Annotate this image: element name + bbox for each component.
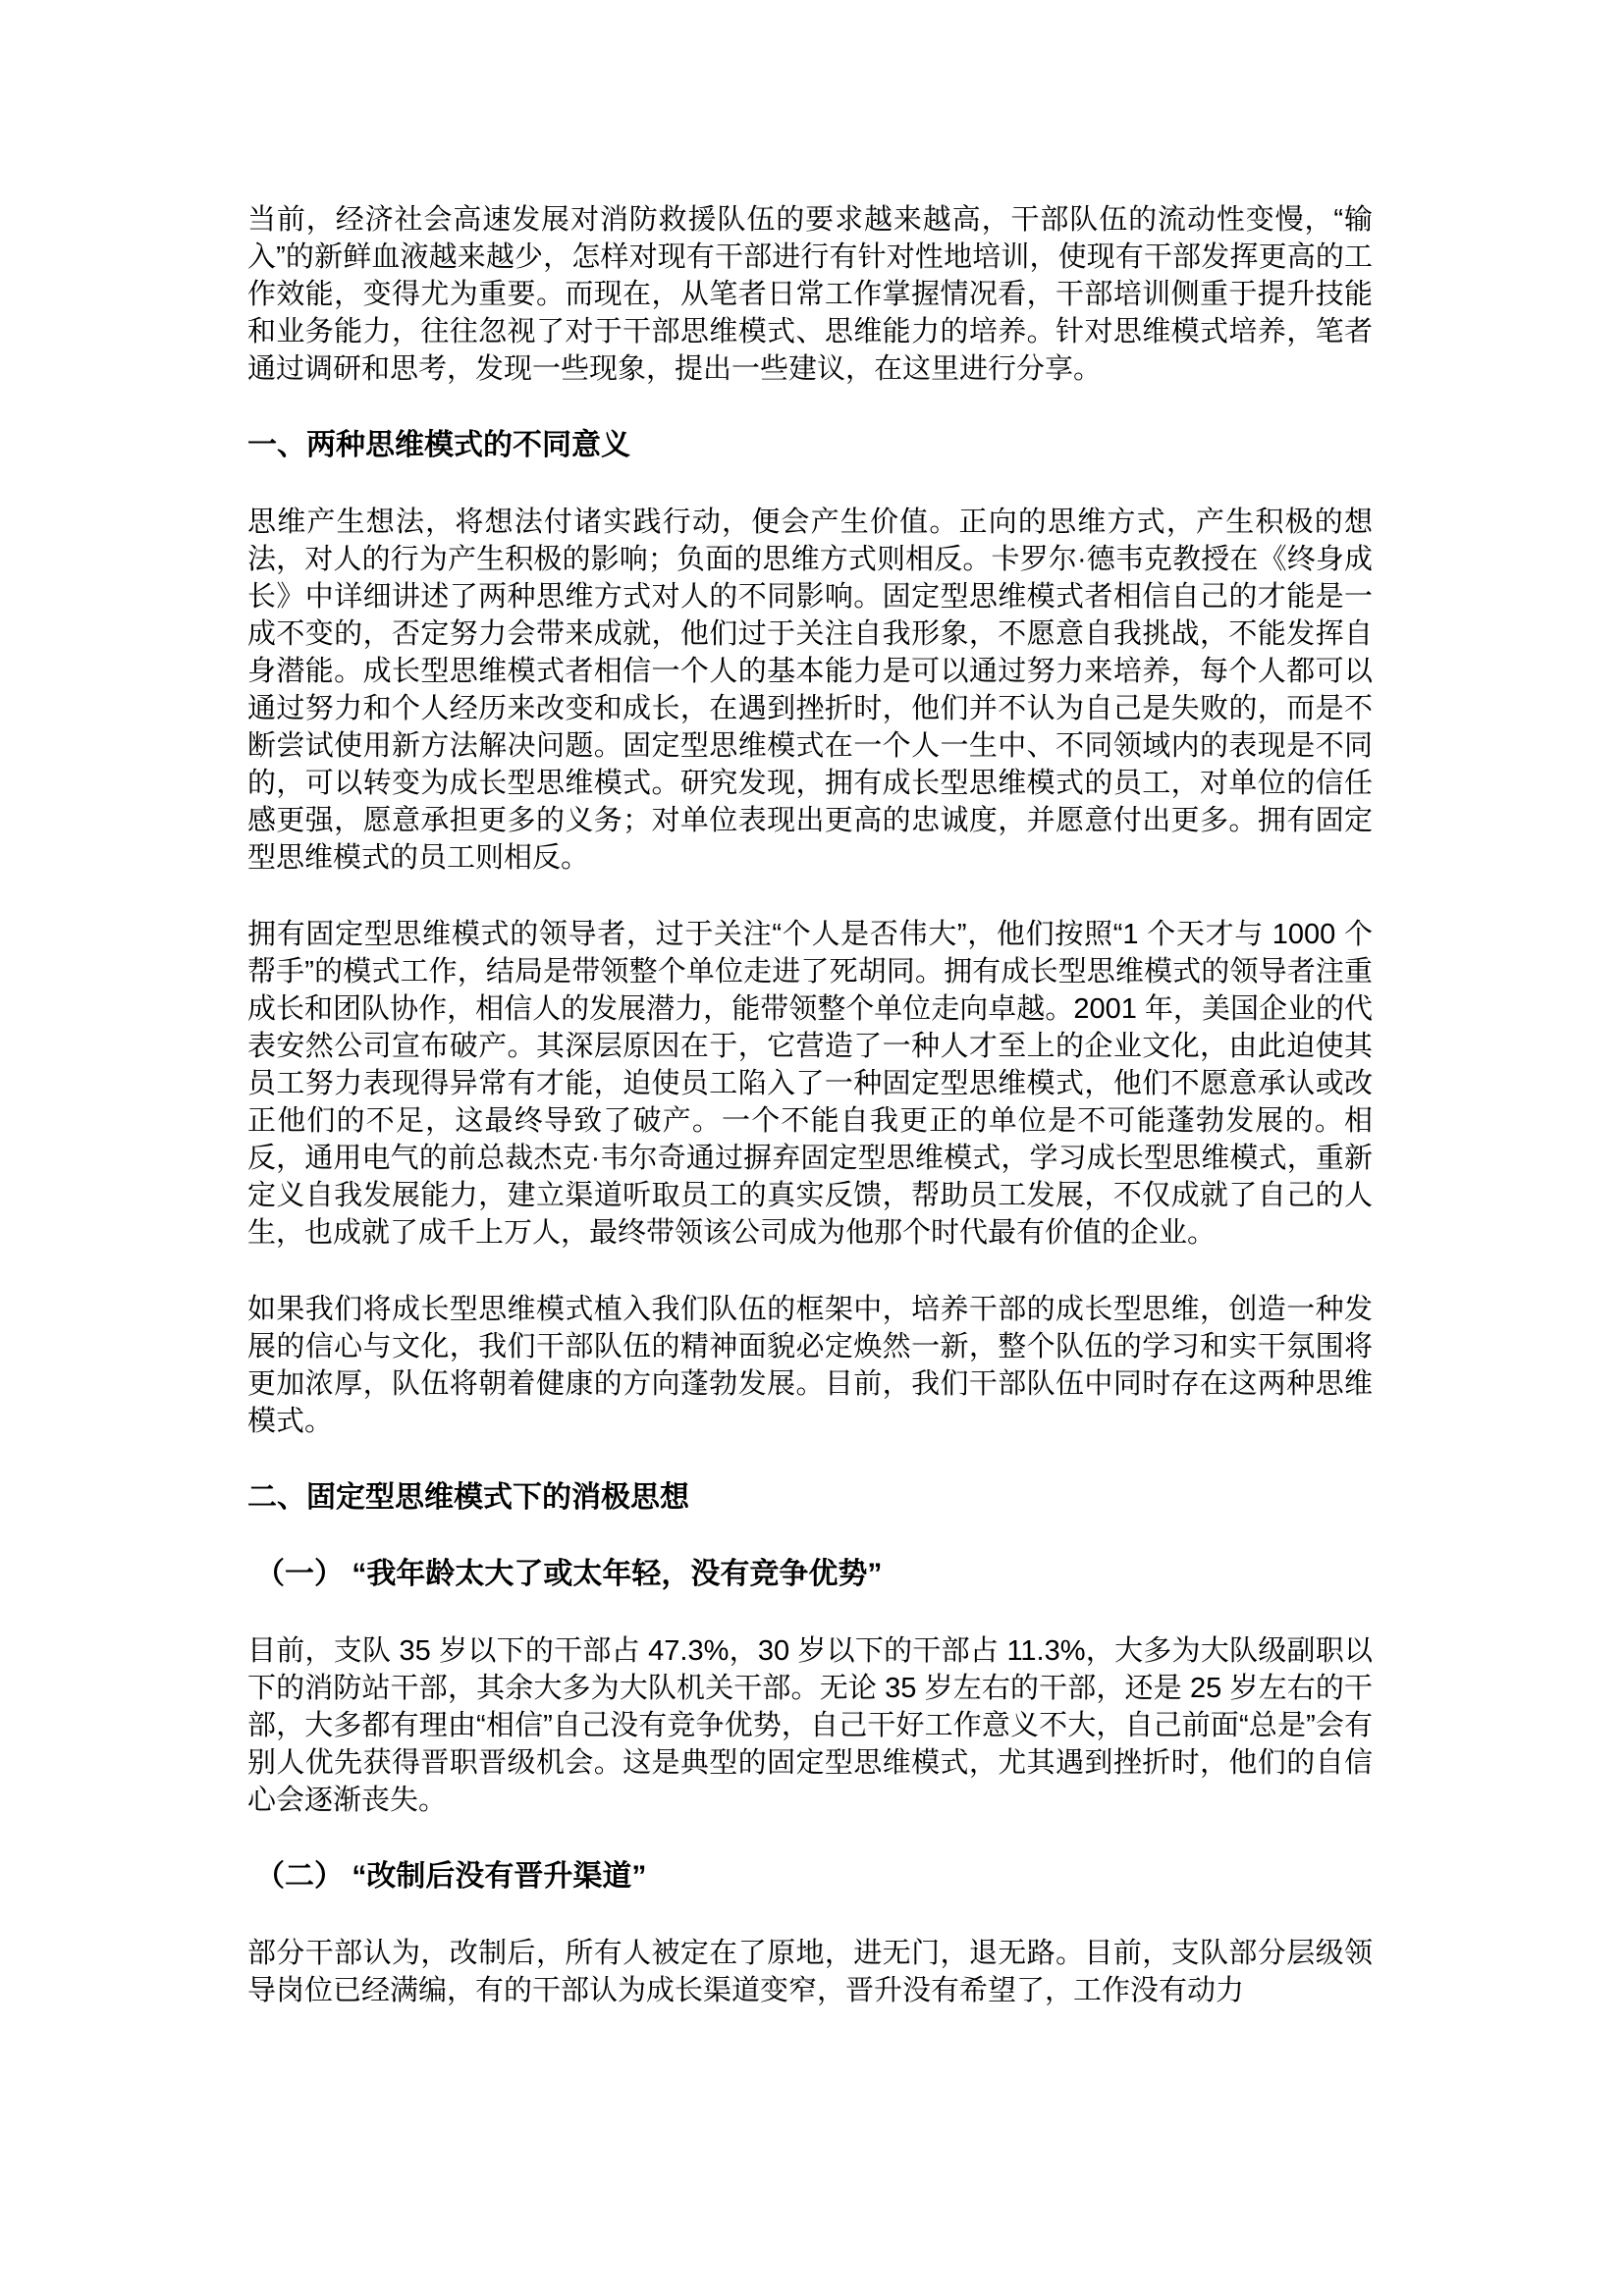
paragraph-team-outlook: 如果我们将成长型思维模式植入我们队伍的框架中，培养干部的成长型思维，创造一种发展的信心与文化，我们干部队伍的精神面貌必定焕然一新，整个队伍的学习和实干氛围将更加浓厚，队伍将朝着健康的方向蓬勃发展。目前，我们干部队伍中同时存在这两种思维模式。 bbox=[247, 1294, 1373, 1437]
section-2-heading: 二、固定型思维模式下的消极思想 bbox=[247, 1481, 689, 1514]
subsection-1-heading: （一） “我年龄太大了或太年轻，没有竞争优势” bbox=[255, 1558, 883, 1590]
section-1-heading: 一、两种思维模式的不同意义 bbox=[247, 429, 630, 461]
paragraph-promotion-channel: 部分干部认为，改制后，所有人被定在了原地，进无门，退无路。目前，支队部分层级领导岗位已经满编，有的干部认为成长渠道变窄，晋升没有希望了，工作没有动力 bbox=[247, 1938, 1373, 2006]
paragraph-age-statistics: 目前，支队 35 岁以下的干部占 47.3%，30 岁以下的干部占 11.3%，大多为大队级副职以下的消防站干部，其余大多为大队机关干部。无论 35 岁左右的干部，还是 25 岁左右的干部，大多都有理由“相信”自己没有竞争优势，自己干好工作意义不大，自己前面“总是”会有别人优先获得晋职晋级机会。这是典型的固定型思维模式，尤其遇到挫折时，他们的自信心会逐渐丧失。 bbox=[247, 1635, 1373, 1816]
paragraph-leaders-examples: 拥有固定型思维模式的领导者，过于关注“个人是否伟大”，他们按照“1 个天才与 1000 个帮手”的模式工作，结局是带领整个单位走进了死胡同。拥有成长型思维模式的领导者注重成长和团队协作，相信人的发展潜力，能带领整个单位走向卓越。2001 年，美国企业的代表安然公司宣布破产。其深层原因在于，它营造了一种人才至上的企业文化，由此迫使其员工努力表现得异常有才能，迫使员工陷入了一种固定型思维模式，他们不愿意承认或改正他们的不足，这最终导致了破产。一个不能自我更正的单位是不可能蓬勃发展的。相反，通用电气的前总裁杰克·韦尔奇通过摒弃固定型思维模式，学习成长型思维模式，重新定义自我发展能力，建立渠道听取员工的真实反馈，帮助员工发展，不仅成就了自己的人生，也成就了成千上万人，最终带领该公司成为他那个时代最有价值的企业。 bbox=[247, 919, 1373, 1249]
paragraph-mindset-meaning: 思维产生想法，将想法付诸实践行动，便会产生价值。正向的思维方式，产生积极的想法，对人的行为产生积极的影响；负面的思维方式则相反。卡罗尔·德韦克教授在《终身成长》中详细讲述了两种思维方式对人的不同影响。固定型思维模式者相信自己的才能是一成不变的，否定努力会带来成就，他们过于关注自我形象，不愿意自我挑战，不能发挥自身潜能。成长型思维模式者相信一个人的基本能力是可以通过努力来培养，每个人都可以通过努力和个人经历来改变和成长，在遇到挫折时，他们并不认为自己是失败的，而是不断尝试使用新方法解决问题。固定型思维模式在一个人一生中、不同领域内的表现是不同的，可以转变为成长型思维模式。研究发现，拥有成长型思维模式的员工，对单位的信任感更强，愿意承担更多的义务；对单位表现出更高的忠诚度，并愿意付出更多。拥有固定型思维模式的员工则相反。 bbox=[247, 507, 1373, 874]
document-content bbox=[247, 201, 1373, 2049]
subsection-2-heading: （二） “改制后没有晋升渠道” bbox=[255, 1860, 647, 1893]
intro-paragraph: 当前，经济社会高速发展对消防救援队伍的要求越来越高，干部队伍的流动性变慢，“输入”的新鲜血液越来越少，怎样对现有干部进行有针对性地培训，使现有干部发挥更高的工作效能，变得尤为重要。而现在，从笔者日常工作掌握情况看，干部培训侧重于提升技能和业务能力，往往忽视了对于干部思维模式、思维能力的培养。针对思维模式培养，笔者通过调研和思考，发现一些现象，提出一些建议，在这里进行分享。 bbox=[247, 204, 1373, 385]
